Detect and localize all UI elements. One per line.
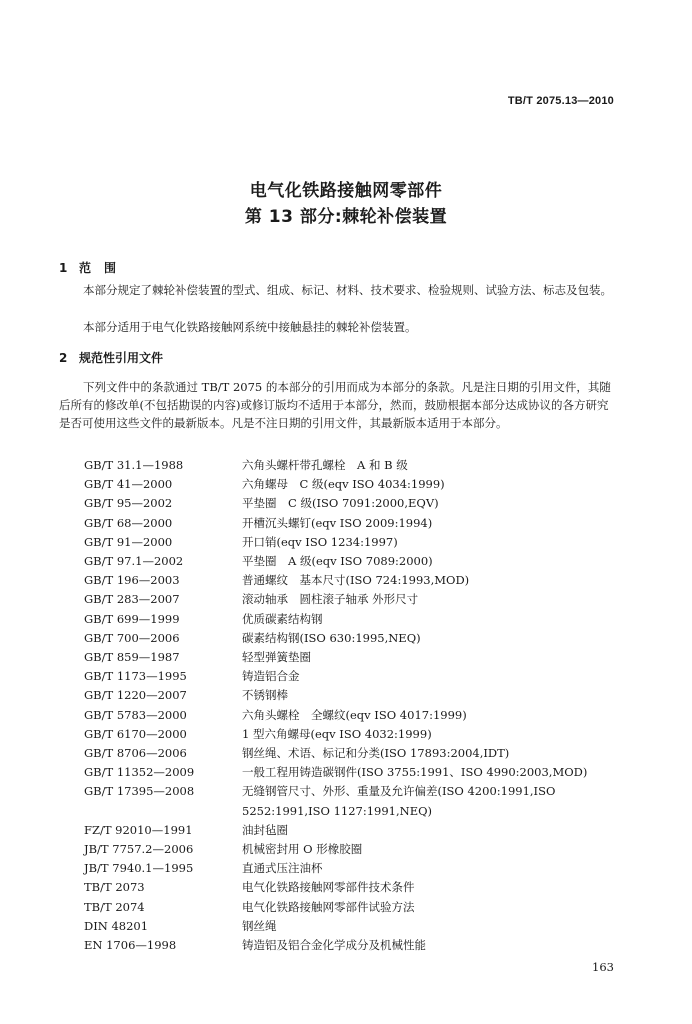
reference-row xyxy=(84,878,624,897)
reference-code: GB/T 1173—1995 xyxy=(84,669,187,684)
document-title: 电气化铁路接触网零部件 xyxy=(249,181,443,201)
reference-title: 开口销(eqv ISO 1234:1997) xyxy=(242,534,398,549)
reference-title: 六角头螺栓 全螺纹(eqv ISO 4017:1999) xyxy=(242,707,467,722)
reference-title: 钢丝绳、术语、标记和分类(ISO 17893:2004,IDT) xyxy=(242,746,510,761)
section-number: 1 xyxy=(59,261,68,275)
reference-title: 钢丝绳 xyxy=(242,918,277,933)
section-title: 范围 xyxy=(79,261,130,275)
reference-row xyxy=(84,494,624,513)
reference-title: 1 型六角螺母(eqv ISO 4032:1999) xyxy=(242,726,432,741)
reference-row xyxy=(84,667,624,686)
reference-code: TB/T 2074 xyxy=(84,899,145,914)
reference-row xyxy=(84,725,624,744)
reference-code: GB/T 97.1—2002 xyxy=(84,554,184,569)
reference-title: 轻型弹簧垫圈 xyxy=(242,650,311,665)
reference-title: 无缝钢管尺寸、外形、重量及允许偏差(ISO 4200:1991,ISO 5252:1991,ISO 1127:1991,NEQ) xyxy=(242,784,556,818)
section-number: 2 xyxy=(59,351,68,365)
document-subtitle: 第 13 部分:棘轮补偿装置 xyxy=(244,207,448,227)
reference-row xyxy=(84,898,624,917)
reference-row xyxy=(84,610,624,629)
reference-row xyxy=(84,917,624,936)
reference-code: JB/T 7940.1—1995 xyxy=(84,861,194,876)
reference-title: 铸造铝及铝合金化学成分及机械性能 xyxy=(242,938,426,953)
reference-code: JB/T 7757.2—2006 xyxy=(84,842,194,857)
reference-row xyxy=(84,514,624,533)
reference-title: 平垫圈 C 级(ISO 7091:2000,EQV) xyxy=(242,496,439,511)
reference-code: GB/T 6170—2000 xyxy=(84,726,187,741)
reference-title: 优质碳素结构钢 xyxy=(242,611,323,626)
reference-row xyxy=(84,686,624,705)
normative-references-intro: 下列文件中的条款通过 TB/T 2075 的本部分的引用而成为本部分的条款。凡是注日期的引用文件，其随后所有的修改单(不包括勘误的内容)或修订版均不适用于本部分，然而，鼓励根据本部分达成协议的各方研究是否可使用这些文件的最新版本。凡是不注日期的引用文件，其最新版本适用于本部分。 xyxy=(59,380,611,430)
reference-row xyxy=(84,475,624,494)
reference-title: 普通螺纹 基本尺寸(ISO 724:1993,MOD) xyxy=(242,573,470,588)
reference-title: 机械密封用 O 形橡胶圈 xyxy=(242,842,363,857)
reference-code: GB/T 859—1987 xyxy=(84,650,180,665)
reference-title: 油封毡圈 xyxy=(242,822,288,837)
reference-title: 平垫圈 A 级(eqv ISO 7089:2000) xyxy=(242,554,433,569)
reference-title: 六角螺母 C 级(eqv ISO 4034:1999) xyxy=(242,477,445,492)
reference-code: GB/T 11352—2009 xyxy=(84,765,195,780)
reference-title: 滚动轴承 圆柱滚子轴承 外形尺寸 xyxy=(242,592,419,607)
scope-paragraph: 本部分规定了棘轮补偿装置的型式、组成、标记、材料、技术要求、检验规则、试验方法、标志及包装。 xyxy=(83,283,612,297)
reference-row xyxy=(84,571,624,590)
reference-row xyxy=(84,821,624,840)
reference-row xyxy=(84,936,624,955)
reference-code: GB/T 68—2000 xyxy=(84,515,173,530)
reference-title: 六角头螺杆带孔螺栓 A 和 B 级 xyxy=(242,458,408,472)
reference-code: GB/T 699—1999 xyxy=(84,611,180,626)
reference-code: GB/T 8706—2006 xyxy=(84,746,187,761)
reference-code: GB/T 1220—2007 xyxy=(84,688,187,703)
reference-row xyxy=(84,629,624,648)
reference-row xyxy=(84,552,624,571)
normative-references-list xyxy=(84,456,624,955)
reference-row xyxy=(84,840,624,859)
reference-title: 不锈钢棒 xyxy=(242,688,288,703)
document-code: TB/T 2075.13—2010 xyxy=(507,95,614,107)
reference-code: DIN 48201 xyxy=(84,918,149,933)
reference-title: 电气化铁路接触网零部件技术条件 xyxy=(242,880,415,895)
reference-row xyxy=(84,456,624,475)
reference-code: GB/T 5783—2000 xyxy=(84,707,187,722)
reference-row xyxy=(84,859,624,878)
reference-code: FZ/T 92010—1991 xyxy=(84,822,193,837)
reference-code: GB/T 91—2000 xyxy=(84,534,173,549)
section-2-heading xyxy=(59,349,163,366)
reference-code: TB/T 2073 xyxy=(84,880,145,895)
reference-row xyxy=(84,706,624,725)
reference-code: GB/T 95—2002 xyxy=(84,496,173,511)
reference-row xyxy=(84,648,624,667)
section-1-heading xyxy=(59,259,129,276)
reference-code: GB/T 17395—2008 xyxy=(84,784,195,799)
reference-title: 开槽沉头螺钉(eqv ISO 2009:1994) xyxy=(242,515,433,530)
section-title: 规范性引用文件 xyxy=(79,351,164,365)
reference-code: GB/T 196—2003 xyxy=(84,573,180,588)
reference-title: 碳素结构钢(ISO 630:1995,NEQ) xyxy=(242,630,421,645)
reference-title: 电气化铁路接触网零部件试验方法 xyxy=(242,899,415,914)
reference-code: GB/T 41—2000 xyxy=(84,477,173,492)
reference-code: GB/T 283—2007 xyxy=(84,592,180,607)
reference-code: GB/T 700—2006 xyxy=(84,630,180,645)
reference-title: 一般工程用铸造碳钢件(ISO 3755:1991、ISO 4990:2003,MOD) xyxy=(242,765,588,780)
reference-title: 直通式压注油杯 xyxy=(242,861,323,876)
reference-row xyxy=(84,533,624,552)
reference-row xyxy=(84,744,624,763)
reference-row xyxy=(84,763,624,782)
reference-row xyxy=(84,590,624,609)
reference-code: EN 1706—1998 xyxy=(84,938,177,953)
page-number: 163 xyxy=(592,960,614,974)
applicability-paragraph: 本部分适用于电气化铁路接触网系统中接触悬挂的棘轮补偿装置。 xyxy=(83,320,417,334)
reference-code: GB/T 31.1—1988 xyxy=(84,458,184,472)
reference-row xyxy=(84,782,624,820)
reference-title: 铸造铝合金 xyxy=(242,669,300,684)
